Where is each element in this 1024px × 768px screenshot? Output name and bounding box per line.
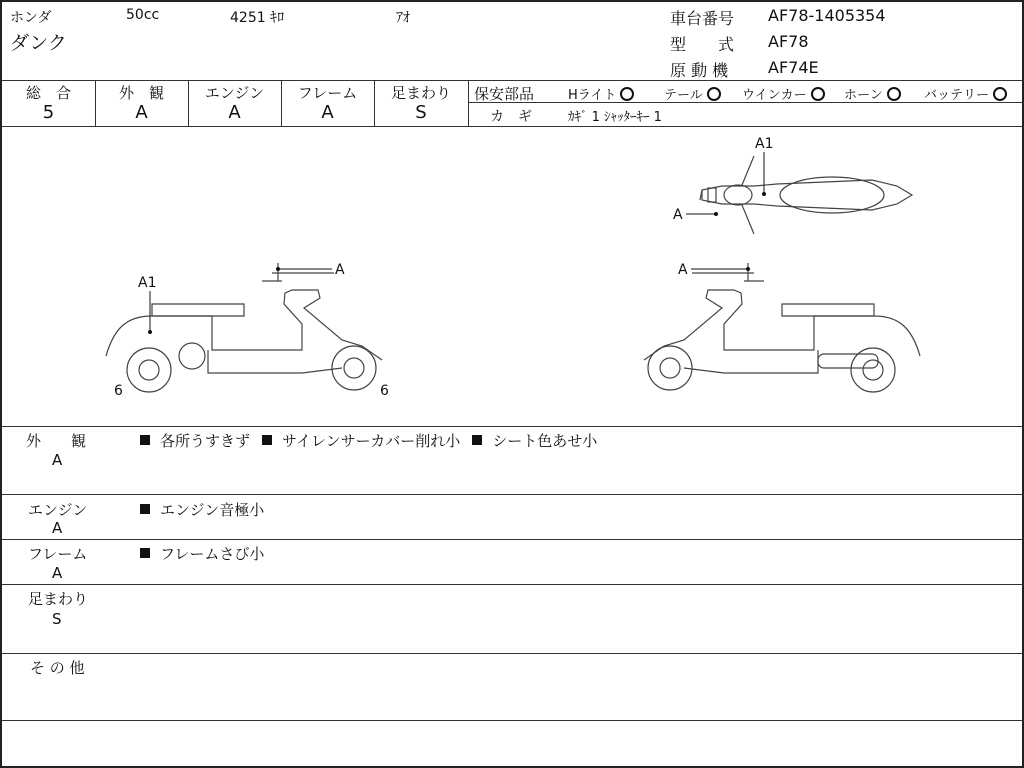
engine-label: 原 動 機 [670, 61, 729, 80]
note-frame-label: フレーム [28, 545, 88, 563]
safety-title: 保安部品 [474, 85, 535, 103]
scooter-right-view [644, 263, 920, 392]
note-frame-items [140, 543, 276, 564]
grade-suspension-value: S [415, 102, 427, 123]
note-exterior-label: 外 観 [26, 432, 87, 450]
key-value: ｶｷﾞ 1 ｼｬｯﾀｰｷｰ 1 [568, 110, 662, 125]
mark-left-a: A [335, 262, 345, 278]
ok-mark-icon [707, 87, 721, 101]
note-engine-label: エンジン [28, 501, 88, 519]
ok-mark-icon [811, 87, 825, 101]
mileage: 4251 ｷﾛ [230, 10, 285, 26]
safety-item-winker: ウインカー [742, 84, 825, 103]
note-suspension-grade: S [52, 610, 62, 628]
note-item: シート色あせ小 [472, 432, 597, 450]
grade-suspension-label: 足まわり [390, 84, 451, 102]
frame-no: AF78-1405354 [768, 6, 886, 25]
note-exterior-grade: A [52, 451, 63, 469]
displacement: 50cc [126, 7, 160, 23]
safety-item-tail: テール [664, 84, 721, 103]
ok-mark-icon [887, 87, 901, 101]
grade-engine-label: エンジン [204, 84, 265, 102]
scooter-top-view [700, 156, 912, 234]
note-item: 各所うすきず [140, 432, 250, 450]
engine-value: AF74E [768, 58, 819, 77]
note-item: エンジン音極小 [140, 501, 264, 519]
color: ｱｵ [396, 10, 410, 26]
grade-exterior-value: A [135, 102, 148, 123]
grade-engine-value: A [228, 102, 241, 123]
note-frame-grade: A [52, 564, 63, 582]
mark-left-a1: A1 [138, 275, 157, 291]
type-label: 型 式 [670, 35, 735, 54]
mark-left-6a: 6 [114, 383, 123, 399]
frame-no-label: 車台番号 [670, 9, 735, 28]
ok-mark-icon [620, 87, 634, 101]
grade-frame-label: フレーム [297, 84, 358, 102]
note-item: サイレンサーカバー削れ小 [262, 432, 460, 450]
note-item: フレームさび小 [140, 545, 264, 563]
grade-frame-value: A [321, 102, 334, 123]
safety-item-battery: バッテリー [924, 84, 1007, 103]
safety-item-headlight: Hライト [568, 84, 634, 103]
grade-total-value: 5 [42, 102, 55, 123]
note-exterior-items [140, 430, 609, 451]
grade-total-label: 総 合 [25, 84, 71, 102]
mark-top-a1: A1 [755, 136, 774, 152]
note-suspension-label: 足まわり [28, 590, 89, 608]
mark-top-a: A [673, 207, 683, 223]
note-engine-grade: A [52, 519, 63, 537]
key-label: カ ギ [490, 109, 532, 125]
mark-left-6b: 6 [380, 383, 389, 399]
maker: ホンダ [10, 10, 52, 26]
note-engine-items [140, 499, 276, 520]
scooter-diagram [2, 128, 1022, 424]
type-value: AF78 [768, 32, 809, 51]
note-other-label: そ の 他 [30, 659, 85, 677]
ok-mark-icon [993, 87, 1007, 101]
model-name: ダンク [10, 32, 67, 54]
safety-item-horn: ホーン [844, 84, 901, 103]
mark-right-a: A [678, 262, 688, 278]
grade-exterior-label: 外 観 [118, 84, 164, 102]
